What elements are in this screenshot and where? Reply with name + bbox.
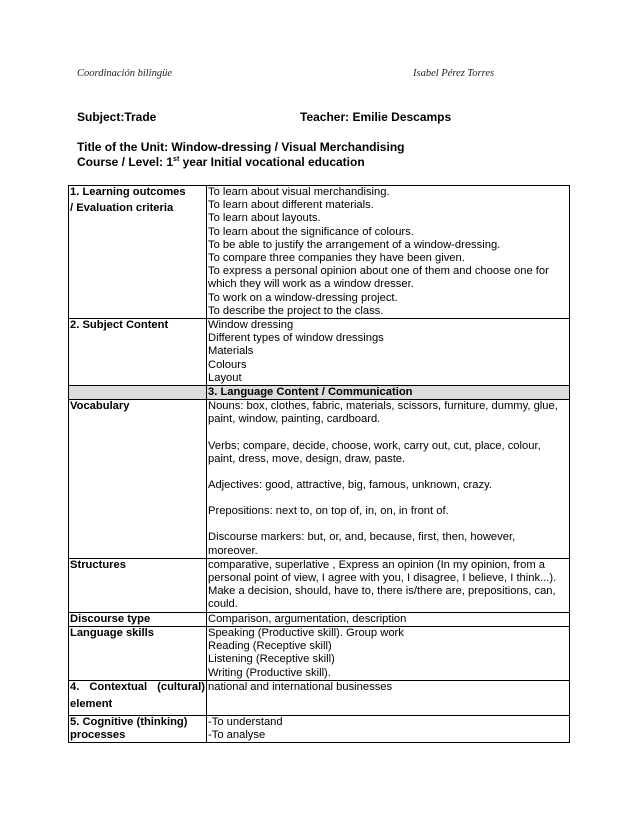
outcome-line: To express a personal opinion about one of them and choose one for [208, 265, 549, 278]
label-part: element [70, 697, 113, 710]
language-content-blank [69, 386, 207, 400]
subject-label: Subject:Trade [77, 110, 157, 124]
label-part: (cultural) [157, 680, 205, 693]
structure-line: personal point of view, I agree with you, I disagree, I believe, I think...). [208, 572, 557, 585]
vocabulary-label: Vocabulary [69, 400, 207, 559]
vocab-line: moreover. [208, 544, 258, 557]
vocab-line: Adjectives: good, attractive, big, famous, unknown, crazy. [208, 479, 492, 492]
cognitive-line: -To analyse [208, 728, 266, 741]
structure-line: Make a decision, should, have to, there is/there are, prepositions, can, [208, 585, 556, 598]
content-line: Colours [208, 358, 247, 371]
label-line: 5. Cognitive (thinking) [70, 715, 188, 728]
header-left: Coordinación bilingüe [77, 68, 172, 79]
unit-title: Title of the Unit: Window-dressing / Visual Merchandising [77, 140, 405, 154]
row-language-content-header [69, 386, 570, 400]
row-language-skills [69, 626, 570, 680]
learning-outcomes-label [69, 186, 207, 319]
cognitive-line: -To understand [208, 715, 283, 728]
course-prefix: Course / Level: 1 [77, 155, 174, 169]
vocab-line: paint, window, painting, cardboard. [208, 413, 381, 426]
contextual-content [207, 680, 570, 715]
skill-line: Speaking (Productive skill). Group work [208, 626, 404, 639]
skill-line: Listening (Receptive skill) [208, 653, 335, 666]
skill-line: Reading (Receptive skill) [208, 640, 332, 653]
label-part: 4. [70, 680, 80, 693]
row-learning-outcomes [69, 186, 570, 319]
contextual-label-line1 [70, 681, 205, 694]
course-suffix: year Initial vocational education [179, 155, 365, 169]
outcome-line: which they will work as a window dresser. [208, 278, 414, 291]
outcome-line: To be able to justify the arrangement of a window-dressing. [208, 238, 501, 251]
structures-content [207, 558, 570, 612]
content-line: Layout [208, 371, 242, 384]
course-sup: st [173, 156, 180, 163]
outcome-line: To learn about the significance of colours. [208, 225, 414, 238]
vocab-line: Verbs; compare, decide, choose, work, carry out, cut, place, colour, [208, 439, 541, 452]
structures-label: Structures [69, 558, 207, 612]
spacer [208, 492, 568, 505]
language-skills-content [207, 626, 570, 680]
content-line: Different types of window dressings [208, 332, 384, 345]
row-structures [69, 558, 570, 612]
vocab-line: Discourse markers: but, or, and, because, first, then, however, [208, 531, 516, 544]
vocab-line: Nouns: box, clothes, fabric, materials, scissors, furniture, dummy, glue, [208, 400, 558, 413]
subject-content-label: 2. Subject Content [69, 319, 207, 386]
label-part: Contextual [89, 680, 148, 693]
cognitive-label [69, 715, 207, 742]
outcome-line: To learn about different materials. [208, 199, 374, 212]
language-skills-label: Language skills [69, 626, 207, 680]
vocab-line: Prepositions: next to, on top of, in, on, in front of. [208, 505, 449, 518]
label-line: / Evaluation criteria [70, 202, 174, 215]
row-cognitive [69, 715, 570, 742]
row-subject-content [69, 319, 570, 386]
row-contextual [69, 680, 570, 715]
row-discourse-type [69, 612, 570, 626]
learning-outcomes-content [207, 186, 570, 319]
content-line: Window dressing [208, 319, 294, 332]
contextual-label [69, 680, 207, 715]
discourse-type-content: Comparison, argumentation, description [207, 612, 570, 626]
vocabulary-content [207, 400, 570, 559]
content-line: Materials [208, 345, 254, 358]
header-right: Isabel Pérez Torres [413, 68, 495, 79]
vocab-line: paint, dress, move, design, draw, paste. [208, 452, 406, 465]
spacer [208, 466, 568, 479]
outcome-line: To learn about layouts. [208, 212, 321, 225]
structure-line: comparative, superlative , Express an opinion (In my opinion, from a [208, 558, 546, 571]
course-level [77, 155, 404, 170]
label-line: processes [70, 728, 126, 741]
structure-line: could. [208, 598, 238, 611]
outcome-line: To describe the project to the class. [208, 304, 384, 317]
spacer [208, 518, 568, 531]
cognitive-content [207, 715, 570, 742]
spacer [208, 427, 568, 440]
row-vocabulary [69, 400, 570, 559]
teacher-label: Teacher: Emilie Descamps [300, 110, 452, 124]
subject-content-content [207, 319, 570, 386]
skill-line: Writing (Productive skill). [208, 666, 331, 679]
outcome-line: To compare three companies they have been given. [208, 252, 465, 265]
unit-heading [77, 140, 404, 170]
discourse-type-label: Discourse type [69, 612, 207, 626]
language-content-header: 3. Language Content / Communication [207, 386, 570, 400]
outcome-line: To work on a window-dressing project. [208, 291, 398, 304]
outcome-line: To learn about visual merchandising. [208, 186, 390, 198]
unit-table [68, 185, 570, 743]
label-line: 1. Learning outcomes [70, 186, 186, 198]
contextual-line: national and international businesses [208, 680, 393, 693]
